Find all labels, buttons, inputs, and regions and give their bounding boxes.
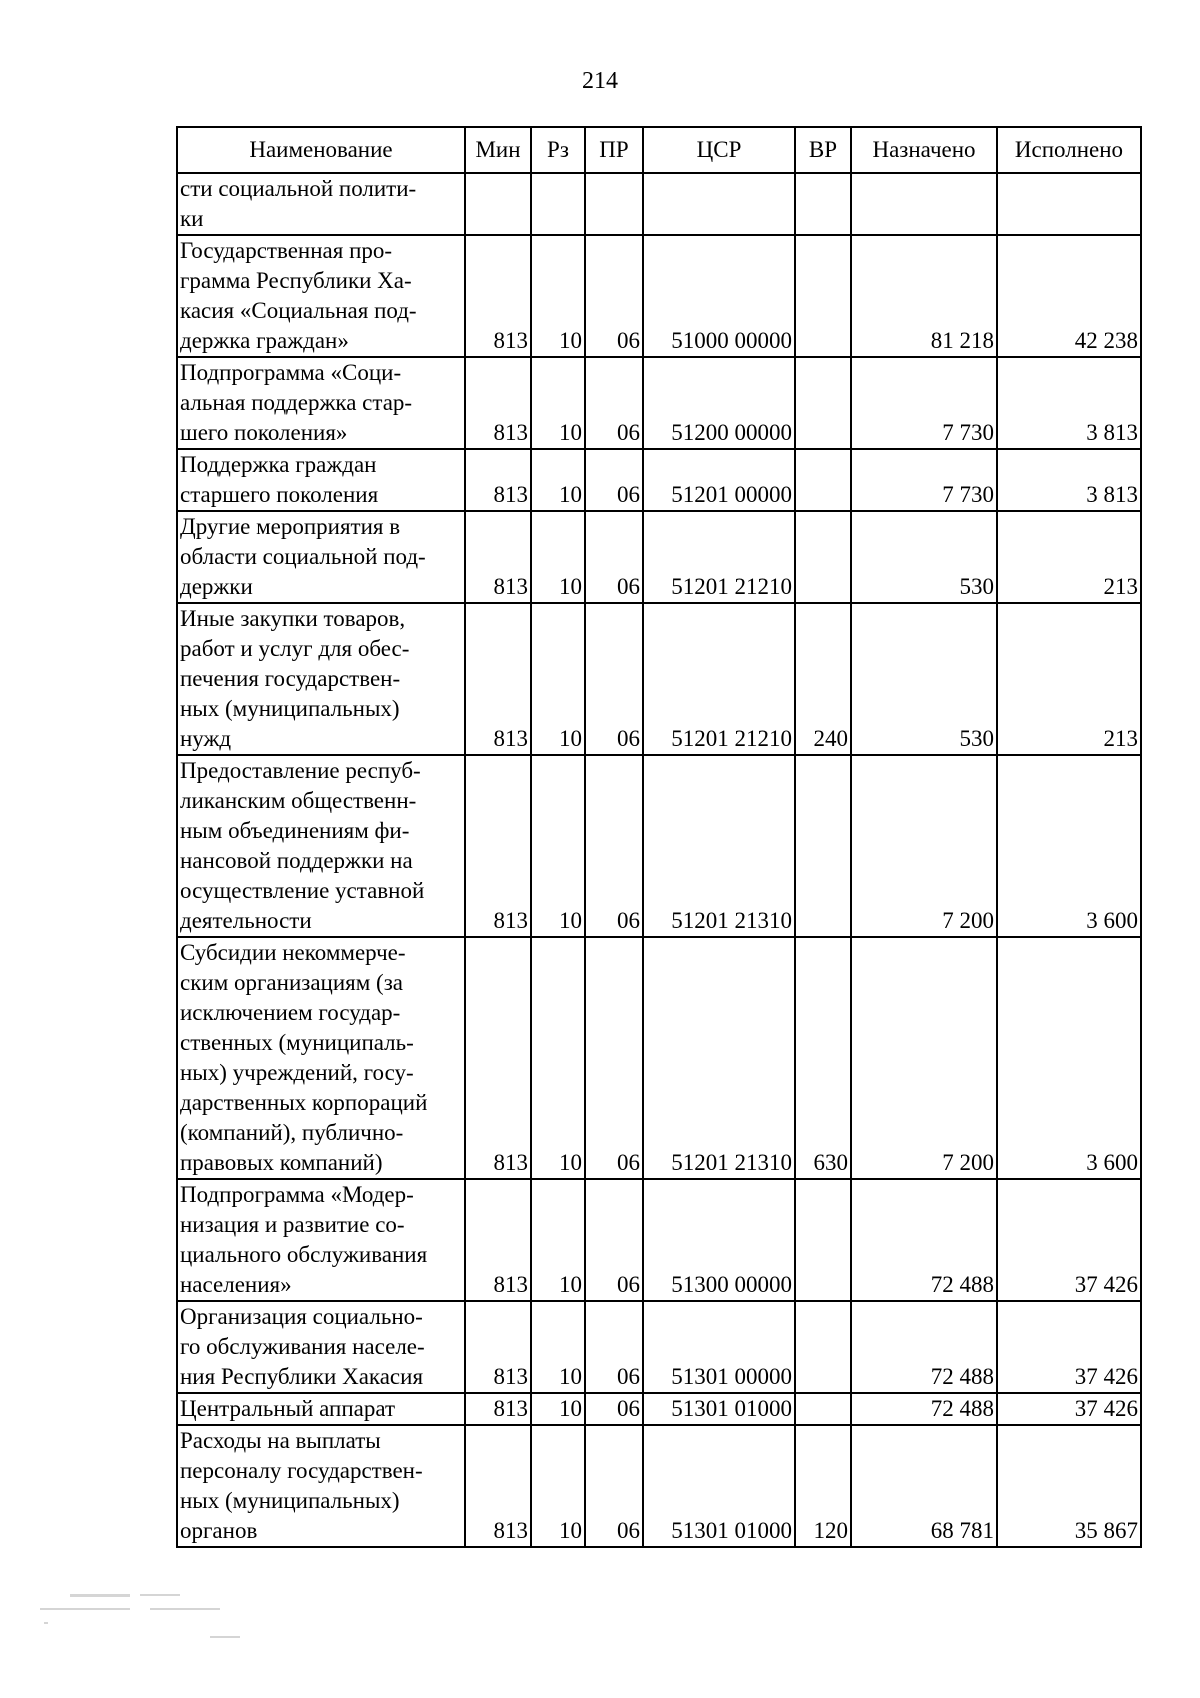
row-vr: [795, 1179, 851, 1301]
header-min: Мин: [465, 127, 531, 173]
table-row: [177, 1393, 1141, 1425]
row-min: 813: [465, 511, 531, 603]
row-min: 813: [465, 1301, 531, 1393]
row-executed: 3 813: [997, 449, 1141, 511]
header-name: Наименование: [177, 127, 465, 173]
row-assigned: 72 488: [851, 1179, 997, 1301]
row-rz: 10: [531, 937, 585, 1179]
row-executed: 35 867: [997, 1425, 1141, 1547]
table-row: [177, 173, 1141, 235]
row-pr: 06: [585, 937, 643, 1179]
row-pr: 06: [585, 603, 643, 755]
row-pr: [585, 173, 643, 235]
row-rz: 10: [531, 1301, 585, 1393]
row-assigned: 72 488: [851, 1301, 997, 1393]
row-pr: 06: [585, 235, 643, 357]
table-row: [177, 937, 1141, 1179]
row-csr: 51201 21310: [643, 937, 795, 1179]
row-executed: 37 426: [997, 1179, 1141, 1301]
row-assigned: 530: [851, 511, 997, 603]
row-min: 813: [465, 1425, 531, 1547]
row-min: 813: [465, 1179, 531, 1301]
row-executed: [997, 173, 1141, 235]
table-header-row: [177, 127, 1141, 173]
row-name: Подпрограмма «Модер- низация и развитие со- циального обслуживания населения»: [177, 1179, 465, 1301]
row-pr: 06: [585, 1393, 643, 1425]
row-name: Субсидии некоммерче- ским организациям (за исключением государ- ственных (муниципаль- ных) учреждений, госу- дарственных корпораций (компаний), публично- правовых компаний): [177, 937, 465, 1179]
row-rz: 10: [531, 449, 585, 511]
row-rz: 10: [531, 1393, 585, 1425]
row-vr: 120: [795, 1425, 851, 1547]
row-rz: 10: [531, 357, 585, 449]
row-csr: 51200 00000: [643, 357, 795, 449]
header-executed: Исполнено: [997, 127, 1141, 173]
row-vr: [795, 1301, 851, 1393]
row-rz: [531, 173, 585, 235]
row-pr: 06: [585, 449, 643, 511]
row-rz: 10: [531, 755, 585, 937]
row-assigned: 7 730: [851, 357, 997, 449]
row-executed: 213: [997, 511, 1141, 603]
row-min: 813: [465, 603, 531, 755]
row-min: 813: [465, 449, 531, 511]
row-name: сти социальной полити- ки: [177, 173, 465, 235]
row-vr: 630: [795, 937, 851, 1179]
header-vr: ВР: [795, 127, 851, 173]
row-csr: 51301 01000: [643, 1425, 795, 1547]
row-assigned: 81 218: [851, 235, 997, 357]
row-vr: [795, 173, 851, 235]
row-csr: 51201 00000: [643, 449, 795, 511]
row-min: 813: [465, 755, 531, 937]
scan-smudge: [30, 1588, 260, 1648]
row-rz: 10: [531, 603, 585, 755]
row-pr: 06: [585, 1425, 643, 1547]
row-executed: 3 600: [997, 755, 1141, 937]
header-assigned: Назначено: [851, 127, 997, 173]
row-name: Предоставление респуб- ликанским общественн- ным объединениям фи- нансовой поддержки на осуществление уставной деятельности: [177, 755, 465, 937]
header-csr: ЦСР: [643, 127, 795, 173]
row-assigned: 7 730: [851, 449, 997, 511]
row-min: 813: [465, 937, 531, 1179]
row-name: Центральный аппарат: [177, 1393, 465, 1425]
row-csr: [643, 173, 795, 235]
row-vr: [795, 755, 851, 937]
row-rz: 10: [531, 1179, 585, 1301]
row-csr: 51000 00000: [643, 235, 795, 357]
row-csr: 51300 00000: [643, 1179, 795, 1301]
row-executed: 42 238: [997, 235, 1141, 357]
row-csr: 51301 01000: [643, 1393, 795, 1425]
table-row: [177, 235, 1141, 357]
row-min: 813: [465, 1393, 531, 1425]
row-assigned: 68 781: [851, 1425, 997, 1547]
table-row: [177, 449, 1141, 511]
row-name: Подпрограмма «Соци- альная поддержка стар- шего поколения»: [177, 357, 465, 449]
row-min: 813: [465, 357, 531, 449]
row-pr: 06: [585, 1301, 643, 1393]
row-min: [465, 173, 531, 235]
row-vr: [795, 511, 851, 603]
row-vr: [795, 449, 851, 511]
row-name: Поддержка граждан старшего поколения: [177, 449, 465, 511]
row-assigned: 7 200: [851, 755, 997, 937]
row-executed: 3 600: [997, 937, 1141, 1179]
row-name: Расходы на выплаты персоналу государствен- ных (муниципальных) органов: [177, 1425, 465, 1547]
row-name: Организация социально- го обслуживания населе- ния Республики Хакасия: [177, 1301, 465, 1393]
row-assigned: 7 200: [851, 937, 997, 1179]
budget-table: [176, 126, 1142, 1548]
row-pr: 06: [585, 755, 643, 937]
row-vr: [795, 357, 851, 449]
row-executed: 3 813: [997, 357, 1141, 449]
table-row: [177, 603, 1141, 755]
row-rz: 10: [531, 235, 585, 357]
row-rz: 10: [531, 511, 585, 603]
row-assigned: 72 488: [851, 1393, 997, 1425]
row-executed: 213: [997, 603, 1141, 755]
row-assigned: [851, 173, 997, 235]
header-pr: ПР: [585, 127, 643, 173]
table-row: [177, 511, 1141, 603]
table-row: [177, 755, 1141, 937]
table-row: [177, 1179, 1141, 1301]
row-csr: 51301 00000: [643, 1301, 795, 1393]
row-pr: 06: [585, 357, 643, 449]
row-min: 813: [465, 235, 531, 357]
table-row: [177, 1301, 1141, 1393]
row-pr: 06: [585, 511, 643, 603]
row-executed: 37 426: [997, 1301, 1141, 1393]
row-name: Государственная про- грамма Республики Ха- касия «Социальная под- держка граждан»: [177, 235, 465, 357]
table-row: [177, 357, 1141, 449]
row-csr: 51201 21210: [643, 511, 795, 603]
row-assigned: 530: [851, 603, 997, 755]
row-vr: [795, 1393, 851, 1425]
row-csr: 51201 21210: [643, 603, 795, 755]
row-vr: 240: [795, 603, 851, 755]
table-row: [177, 1425, 1141, 1547]
page-number: 214: [582, 68, 618, 94]
row-executed: 37 426: [997, 1393, 1141, 1425]
row-rz: 10: [531, 1425, 585, 1547]
row-pr: 06: [585, 1179, 643, 1301]
row-vr: [795, 235, 851, 357]
row-name: Другие мероприятия в области социальной под- держки: [177, 511, 465, 603]
row-name: Иные закупки товаров, работ и услуг для обес- печения государствен- ных (муниципальных) нужд: [177, 603, 465, 755]
row-csr: 51201 21310: [643, 755, 795, 937]
header-rz: Рз: [531, 127, 585, 173]
